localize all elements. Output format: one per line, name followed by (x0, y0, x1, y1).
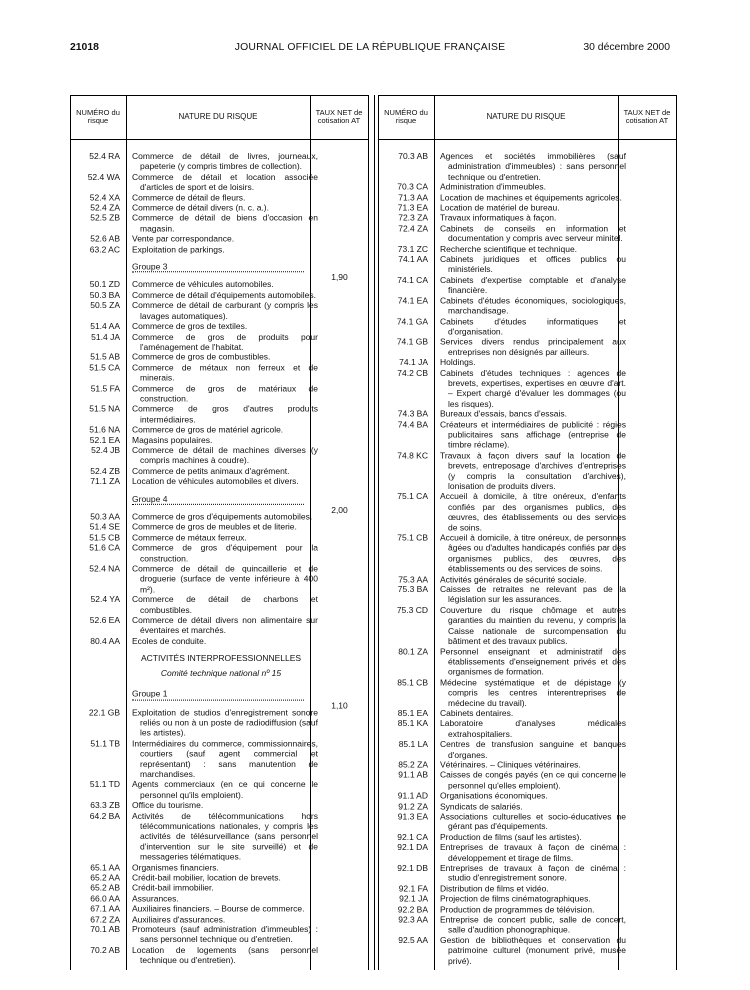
risk-description: Médecine systématique et de dépistage (y compris les centres interentreprises de médecine du travail). (440, 677, 626, 708)
risk-row (70, 914, 369, 924)
risk-description: Commerce de détail de fleurs. (132, 192, 246, 203)
risk-row (70, 331, 369, 352)
risk-description: Production de programmes de télévision. (440, 904, 595, 915)
risk-code: 51.4 SE (89, 522, 120, 533)
column-header-taux: TAUX NET de cotisation AT (623, 107, 671, 125)
risk-code: 52.4 YA (90, 594, 120, 605)
risk-code: 71.3 AA (398, 192, 428, 203)
risk-description: Commerce de véhicules automobiles. (132, 279, 274, 290)
risk-row (70, 300, 369, 321)
risk-row (70, 290, 369, 300)
committee-subheading (70, 668, 369, 678)
risk-row (378, 863, 677, 884)
risk-code: 75.3 BA (397, 584, 428, 595)
risk-code: 91.1 AD (397, 790, 428, 801)
risk-code: 66.0 AA (90, 893, 120, 904)
group-rate: 1,10 (331, 700, 348, 711)
risk-description: Cabinets de conseils en information et documentation y compris avec serveur minitel. (440, 223, 626, 244)
risk-description: Exploitation de studios d'enregistrement sonore reliés ou non à un poste de radiodiffusion (sauf les artistes). (132, 707, 318, 738)
risk-description: Auxiliaires financiers. – Bourse de commerce. (132, 903, 305, 914)
risk-description: Commerce de détail divers non alimentaire sur éventaires et marchés. (132, 615, 318, 636)
risk-row (70, 707, 369, 738)
column-header-taux: TAUX NET de cotisation AT (315, 107, 363, 125)
risk-description: Commerce de gros d'autres produits intermédiaires. (132, 403, 318, 425)
section-text: Comité technique national nº 15 (160, 667, 282, 678)
risk-list-right (378, 151, 677, 966)
risk-description: Associations culturelles et socio-éducatives ne gérant pas d'équipements. (440, 811, 626, 832)
risk-row (70, 543, 369, 564)
risk-code: 50.3 BA (89, 290, 120, 300)
risk-description: Activités de télécommunications hors télécommunications nationales, y compris les activités de télésurveillance (sans personnel d'intervention sur le site surveillé) et de messageries télématiques. (132, 810, 318, 862)
risk-row (378, 357, 677, 367)
risk-row (378, 584, 677, 605)
group-rate: 1,90 (331, 272, 348, 283)
group-row (70, 688, 369, 711)
risk-code: 80.4 AA (90, 635, 120, 646)
risk-code: 70.2 AB (90, 944, 120, 955)
risk-row (378, 450, 677, 491)
risk-code: 92.1 DB (397, 862, 428, 873)
risk-description: Distribution de films et vidéo. (440, 883, 549, 894)
risk-row (70, 862, 369, 872)
risk-row (378, 574, 677, 584)
risk-row (70, 595, 369, 616)
risk-row (70, 532, 369, 542)
risk-description: Vente par correspondance. (132, 233, 235, 244)
risk-code: 74.2 CB (397, 367, 428, 378)
column-header-numero: NUMÉRO du risque (384, 107, 428, 125)
risk-code: 92.1 DA (397, 842, 428, 853)
risk-description: Centres de transfusion sanguine et banques d'organes. (440, 739, 626, 760)
risk-row (378, 203, 677, 213)
risk-code: 52.5 ZB (90, 213, 120, 223)
risk-code: 74.1 JA (399, 357, 428, 368)
page-header (70, 42, 670, 56)
risk-row (70, 512, 369, 522)
risk-description: Commerce de gros d'équipement pour la construction. (132, 542, 318, 564)
risk-description: Créateurs et intermédiaires de publicité : régies publicitaires sans affichage (entreprise de timbre réclame). (440, 419, 626, 450)
risk-row (378, 915, 677, 936)
risk-code: 74.1 GA (396, 316, 428, 326)
risk-code: 71.1 ZA (90, 476, 120, 487)
risk-code: 63.2 AC (89, 244, 120, 255)
risk-description: Vétérinaires. – Cliniques vétérinaires. (440, 759, 581, 770)
risk-row (70, 321, 369, 331)
risk-description: Location de logements (sans personnel technique ou d'entretien). (132, 944, 318, 966)
risk-description: Entreprises de travaux à façon de cinéma : développement et tirage de films. (440, 842, 626, 863)
risk-row (378, 368, 677, 409)
risk-row (378, 182, 677, 192)
risk-row (378, 244, 677, 254)
risk-row (70, 883, 369, 893)
risk-description: Intermédiaires du commerce, commissionnaires, courtiers (sauf agent commercial et représentant) : sans manutention de marchandises. (132, 738, 318, 780)
risk-row (378, 213, 677, 223)
risk-row (378, 832, 677, 842)
risk-code: 65.2 AB (90, 882, 120, 893)
risk-code: 85.1 LA (398, 739, 428, 750)
risk-description: Couverture du risque chômage et autres garanties du maintien du revenu, y compris la Caisse nationale de surcompensation du bâtiment et des travaux publics. (440, 604, 626, 646)
group-label: Groupe 3 (132, 261, 304, 272)
risk-row (378, 708, 677, 718)
risk-code: 92.3 AA (398, 914, 428, 925)
risk-row (378, 884, 677, 894)
risk-code: 74.8 KC (397, 450, 428, 461)
section-text: ACTIVITÉS INTERPROFESSIONNELLES (140, 653, 302, 664)
risk-row (70, 811, 369, 863)
risk-code: 52.6 EA (89, 615, 120, 626)
risk-code: 70.3 AB (398, 151, 428, 161)
risk-code: 50.5 ZA (90, 300, 120, 311)
group-row (70, 493, 369, 515)
risk-description: Commerce de gros de combustibles. (132, 352, 271, 363)
risk-row (70, 466, 369, 476)
risk-code: 51.5 CB (89, 532, 120, 543)
risk-description: Commerce de détail d'équipements automobiles. (132, 290, 316, 300)
risk-code: 72.3 ZA (398, 212, 428, 223)
risk-code: 52.4 WA (87, 171, 120, 182)
risk-description: Laboratoire d'analyses médicales extrahospitaliers. (440, 718, 626, 739)
risk-row (378, 894, 677, 904)
risk-row (378, 677, 677, 708)
risk-description: Location de matériel de bureau. (440, 202, 560, 213)
risk-code: 51.5 AB (90, 352, 120, 363)
risk-code: 92.1 CA (397, 831, 428, 842)
risk-description: Organisations économiques. (440, 790, 548, 801)
risk-description: Location de véhicules automobiles et divers. (132, 476, 299, 487)
risk-row (70, 893, 369, 903)
risk-row (378, 192, 677, 202)
risk-description: Commerce de gros d'équipements automobiles. (132, 511, 313, 522)
risk-row (70, 244, 369, 254)
risk-description: Accueil à domicile, à titre onéreux, d'enfants confiés par des organismes publics, des œuvres, des établissements ou des services de soins. (440, 491, 626, 533)
risk-code: 91.1 AB (398, 770, 428, 780)
risk-row (70, 445, 369, 466)
risk-row (70, 280, 369, 290)
risk-code: 91.2 ZA (398, 801, 428, 811)
risk-row (378, 801, 677, 811)
risk-table-right (378, 95, 677, 970)
group-label: Groupe 4 (132, 493, 304, 504)
risk-code: 92.1 FA (398, 883, 428, 894)
risk-description: Organismes financiers. (132, 862, 219, 873)
risk-description: Office du tourisme. (132, 800, 204, 811)
risk-description: Commerce de petits animaux d'agrément. (132, 465, 290, 476)
risk-row (70, 904, 369, 914)
risk-code: 50.1 ZD (89, 279, 120, 290)
risk-code: 51.4 AA (90, 321, 120, 331)
risk-row (70, 362, 369, 383)
risk-code: 67.1 AA (90, 903, 120, 914)
risk-description: Cabinets d'études économiques, sociologiques, marchandisage. (440, 295, 626, 316)
risk-row (378, 295, 677, 316)
risk-description: Location de machines et équipements agricoles. (440, 192, 622, 203)
risk-description: Magasins populaires. (132, 434, 213, 445)
risk-code: 85.1 KA (397, 718, 428, 729)
risk-code: 52.4 JB (91, 445, 120, 456)
risk-code: 74.1 EA (397, 295, 428, 306)
risk-code: 51.5 FA (90, 383, 120, 394)
risk-code: 72.4 ZA (398, 223, 428, 234)
risk-description: Entreprises de travaux à façon de cinéma : studio d'enregistrement sonore. (440, 862, 626, 884)
risk-description: Commerce de détail de biens d'occasion en magasin. (132, 213, 318, 234)
risk-code: 22.1 GB (88, 707, 120, 718)
risk-code: 51.4 JA (91, 331, 120, 342)
risk-code: 92.5 AA (398, 935, 428, 946)
risk-code: 67.2 ZA (90, 913, 120, 924)
risk-description: Bureaux d'essais, bancs d'essais. (440, 408, 568, 419)
risk-description: Travaux informatiques à façon. (440, 212, 557, 223)
risk-description: Caisses de retraites ne relevant pas de la législation sur les assurances. (440, 584, 626, 605)
risk-code: 85.1 EA (397, 708, 428, 719)
risk-description: Projection de films cinématographiques. (440, 893, 591, 904)
risk-description: Commerce de détail de carburant (y compris les lavages automatiques). (132, 300, 318, 321)
risk-row (378, 811, 677, 832)
risk-code: 70.1 AB (90, 924, 120, 935)
group-rate: 2,00 (331, 504, 348, 515)
risk-code: 64.2 BA (89, 810, 120, 821)
risk-code: 74.3 BA (397, 408, 428, 419)
risk-description: Commerce de détail de livres, journeaux, papeterie (y compris timbres de collection). (132, 151, 318, 172)
group-row (70, 261, 369, 283)
risk-description: Cabinets juridiques et offices publics ou ministériels. (440, 254, 626, 275)
risk-description: Cabinets d'études informatiques et d'organisation. (440, 316, 626, 337)
risk-list-left (70, 151, 369, 966)
risk-code: 52.4 RA (89, 151, 120, 161)
risk-description: Commerce de métaux ferreux. (132, 532, 247, 543)
risk-code: 52.1 EA (89, 434, 120, 445)
risk-code: 51.1 TB (90, 738, 120, 749)
risk-description: Crédit-bail mobilier, location de brevets. (132, 872, 281, 883)
risk-description: Commerce de gros de meubles et de literie. (132, 522, 297, 533)
risk-code: 65.1 AA (90, 862, 120, 873)
risk-row (70, 404, 369, 425)
risk-code: 50.3 AA (90, 511, 120, 522)
risk-row (70, 172, 369, 193)
risk-row (378, 151, 677, 182)
group-label: Groupe 1 (132, 689, 304, 700)
risk-row (378, 935, 677, 966)
risk-code: 85.1 CB (397, 677, 428, 688)
risk-row (378, 739, 677, 760)
journal-title: JOURNAL OFFICIEL DE LA RÉPUBLIQUE FRANÇAISE (234, 42, 506, 53)
risk-description: Syndicats de salariés. (440, 801, 523, 811)
risk-row (70, 636, 369, 646)
risk-code: 63.3 ZB (90, 800, 120, 811)
risk-description: Agences et sociétés immobilières (sauf administration d'immeubles) : sans personnel technique ou d'entretien. (440, 151, 626, 182)
risk-description: Commerce de gros de matériel agricole. (132, 424, 284, 435)
risk-row (70, 213, 369, 234)
risk-description: Crédit-bail immobilier. (132, 882, 214, 893)
risk-description: Administration d'immeubles. (440, 181, 547, 192)
risk-description: Recherche scientifique et technique. (440, 243, 578, 254)
risk-row (70, 203, 369, 213)
risk-code: 74.1 AA (398, 254, 428, 265)
risk-description: Caisses de congés payés (en ce qui concerne le personnel qu'elles emploient). (440, 770, 626, 791)
risk-code: 52.4 XA (89, 192, 120, 203)
risk-code: 75.3 CD (396, 604, 428, 615)
risk-description: Cabinets dentaires. (440, 708, 514, 719)
risk-code: 51.5 CA (89, 362, 120, 373)
risk-code: 51.6 CA (89, 542, 120, 553)
risk-description: Personnel enseignant et administratif des établissements d'enseignement privés et des organismes de formation. (440, 646, 626, 677)
risk-description: Commerce de métaux non ferreux et de minerais. (132, 362, 318, 383)
risk-description: Agents commerciaux (en ce qui concerne le personnel qu'ils emploient). (132, 779, 318, 800)
risk-code: 75.1 CA (397, 491, 428, 502)
risk-row (378, 275, 677, 296)
risk-code: 74.1 GB (396, 336, 428, 347)
risk-row (378, 409, 677, 419)
column-header-nature: NATURE DU RISQUE (178, 111, 258, 121)
risk-code: 75.1 CB (397, 532, 428, 543)
risk-row (70, 738, 369, 779)
risk-code: 65.2 AA (90, 872, 120, 883)
risk-row (70, 435, 369, 445)
risk-description: Entreprise de concert public, salle de concert, salle d'audition phonographique. (440, 914, 626, 935)
risk-code: 75.3 AA (398, 574, 428, 584)
column-header-nature: NATURE DU RISQUE (486, 111, 566, 121)
risk-description: Gestion de bibliothèques et conservation du patrimoine culturel (monument privé, musée privé). (440, 935, 626, 966)
risk-code: 80.1 ZA (398, 646, 428, 657)
risk-description: Commerce de gros de matériaux de construction. (132, 383, 318, 404)
risk-row (378, 223, 677, 244)
risk-description: Exploitation de parkings. (132, 244, 225, 255)
risk-code: 74.4 BA (397, 419, 428, 430)
risk-table-left (70, 95, 369, 970)
section-heading (70, 653, 369, 663)
risk-code: 51.1 TD (89, 779, 120, 790)
risk-row (70, 873, 369, 883)
risk-description: Commerce de gros de produits pour l'aménagement de l'habitat. (132, 331, 318, 352)
risk-row (70, 476, 369, 486)
risk-row (70, 352, 369, 362)
risk-row (378, 770, 677, 791)
risk-code: 71.3 EA (397, 202, 428, 213)
risk-row (70, 383, 369, 404)
risk-description: Cabinets d'expertise comptable et d'analyse financière. (440, 274, 626, 296)
risk-description: Services divers rendus principalement aux entreprises non désignés par ailleurs. (440, 336, 626, 357)
risk-row (378, 842, 677, 863)
risk-row (378, 605, 677, 646)
risk-row (378, 646, 677, 677)
risk-row (70, 522, 369, 532)
risk-row (70, 615, 369, 636)
risk-row (378, 491, 677, 532)
risk-description: Commerce de détail et location associée d'articles de sport et de loisirs. (132, 171, 318, 192)
risk-row (70, 945, 369, 966)
risk-description: Production de films (sauf les artistes). (440, 831, 582, 842)
risk-code: 74.1 CA (397, 274, 428, 285)
risk-row (70, 800, 369, 810)
risk-description: Commerce de détail divers (n. c. a.). (132, 202, 269, 213)
risk-code: 70.3 CA (397, 181, 428, 192)
risk-row (70, 779, 369, 800)
risk-code: 52.6 AB (90, 233, 120, 244)
risk-code: 85.2 ZA (398, 759, 428, 770)
risk-row (378, 254, 677, 275)
risk-description: Holdings. (440, 357, 476, 368)
publication-date: 30 décembre 2000 (583, 42, 670, 53)
risk-description: Auxiliaires d'assurances. (132, 913, 226, 924)
column-header-numero: NUMÉRO du risque (76, 107, 120, 125)
risk-description: Commerce de détail de charbons et combustibles. (132, 594, 318, 615)
risk-code: 91.3 EA (397, 811, 428, 822)
risk-row (378, 718, 677, 739)
risk-code: 52.4 ZB (90, 465, 120, 476)
risk-row (70, 234, 369, 244)
risk-row (70, 563, 369, 594)
risk-code: 51.6 NA (89, 424, 120, 435)
risk-row (378, 760, 677, 770)
risk-code: 73.1 ZC (397, 243, 428, 254)
risk-row (70, 192, 369, 202)
risk-row (70, 424, 369, 434)
risk-row (70, 151, 369, 172)
risk-description: Accueil à domicile, à titre onéreux, de personnes âgées ou d'adultes handicapés confiés par des organismes publics, des œuvres, des établissements ou des services de soins. (440, 532, 626, 574)
risk-description: Assurances. (132, 893, 179, 904)
risk-row (378, 533, 677, 574)
risk-code: 52.4 NA (89, 563, 120, 574)
risk-description: Cabinets d'études techniques : agences de brevets, expertises, expertises en œuvre d'art. – Expert chargé d'évaluer les dommages (ou les risques). (440, 367, 626, 409)
risk-description: Promoteurs (sauf administration d'immeubles) : sans personnel technique ou d'entretien. (132, 924, 318, 945)
risk-row (378, 337, 677, 358)
risk-code: 52.4 ZA (90, 202, 120, 213)
risk-code: 92.1 JA (399, 893, 428, 904)
risk-description: Commerce de détail de quincaillerie et de droguerie (surface de vente inférieure à 400 m²). (132, 563, 318, 595)
risk-row (378, 791, 677, 801)
risk-row (70, 924, 369, 945)
risk-code: 92.2 BA (397, 904, 428, 915)
page-number: 21018 (70, 42, 99, 53)
risk-description: Ecoles de conduite. (132, 635, 207, 646)
risk-description: Travaux à façon divers sauf la location de brevets, entreposage d'archives d'entreprises (y compris la consultation d'archives), lonisation de produits divers. (440, 450, 626, 492)
risk-code: 51.5 NA (89, 403, 120, 414)
risk-row (378, 316, 677, 337)
risk-description: Activités générales de sécurité sociale. (440, 574, 587, 584)
risk-row (378, 419, 677, 450)
risk-description: Commerce de détail de machines diverses (y compris machines à coudre). (132, 445, 318, 466)
risk-row (378, 904, 677, 914)
risk-description: Commerce de gros de textiles. (132, 321, 248, 331)
